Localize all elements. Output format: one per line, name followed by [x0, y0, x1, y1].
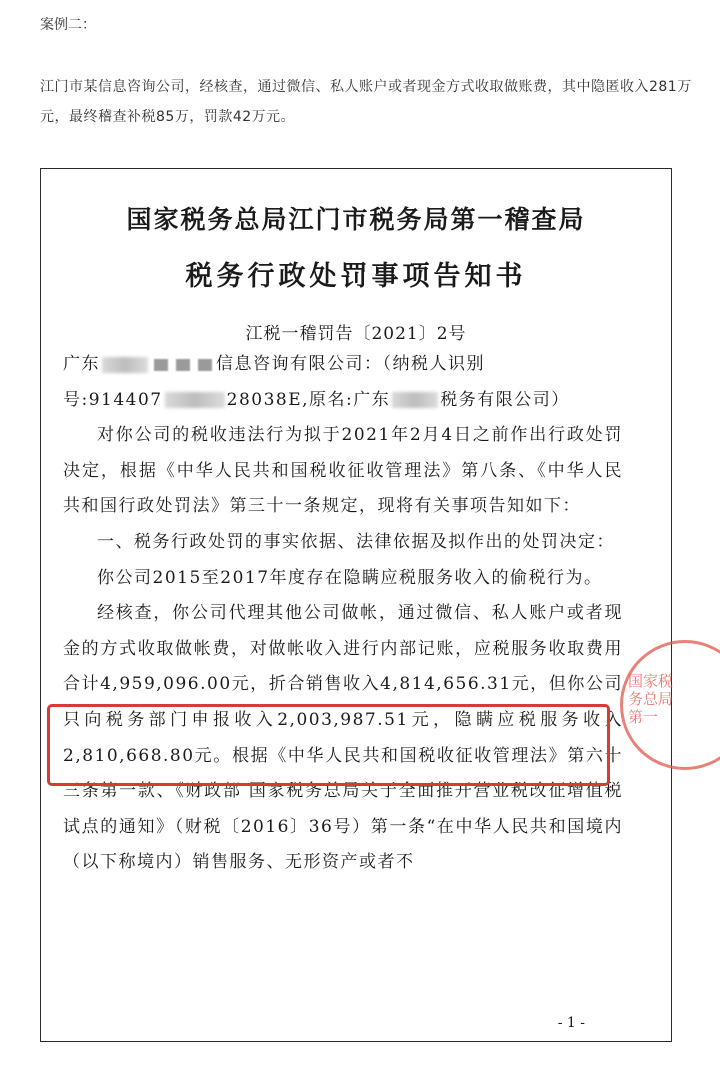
highlight-box	[47, 704, 610, 786]
tax-id-prefix: 号:914407	[63, 389, 163, 410]
addressee-line	[63, 347, 623, 383]
case-title: 案例二：	[40, 17, 96, 33]
redaction	[198, 359, 212, 371]
highlighted-text: 经核查，你公司代理其他公司做帐，通过微信、私人账户或者现金的方式收取做帐费，对做帐收入进行内部记账，应税服务	[63, 603, 623, 659]
document-body	[63, 347, 623, 881]
former-name-suffix: 税务有限公司）	[440, 389, 570, 410]
tax-id-line	[63, 383, 623, 419]
seal-text: 国家税务总局 第一	[628, 672, 674, 726]
redaction	[165, 392, 225, 408]
document-reference: 江税一稽罚告〔2021〕2号	[245, 324, 467, 344]
paragraph-2: 你公司2015至2017年度存在隐瞒应税服务收入的偷税行为。	[97, 567, 603, 588]
issuing-authority: 国家税务总局江门市税务局第一稽查局	[126, 205, 586, 234]
document-title: 税务行政处罚事项告知书	[185, 261, 527, 292]
document-scan	[40, 168, 672, 1042]
page-number: - 1 -	[557, 1015, 585, 1031]
addressee-prefix: 广东	[63, 354, 100, 374]
paragraph-3-rest: 收取费用合计4,959,096.00元，折合销售收入4,814,656.31元，但你公司只向税务部门申报收入2,003,987.51元，隐瞒应税服务收入2,810,668.80元。根据《中华人民共和国税收征收管理法》第六十三条第一款、《财政部 国家税务总局关于全面推开营业税改征增值税试点的通知》（财税〔2016〕36号）第一条“在中华人民共和国境内（以下称境内）销售服务、无形资产或者不	[63, 638, 624, 873]
case-description: 江门市某信息咨询公司，经核查，通过微信、私人账户或者现金方式收取做账费，其中隐匿收入281万元，最终稽查补税85万，罚款42万元。	[40, 79, 692, 125]
redaction	[154, 359, 168, 371]
addressee-suffix: 信息咨询有限公司：（纳税人识别	[216, 354, 485, 374]
section-1-heading: 一、税务行政处罚的事实依据、法律依据及拟作出的处罚决定：	[97, 531, 615, 552]
redaction	[392, 392, 438, 408]
redaction	[176, 359, 190, 371]
official-seal	[612, 620, 720, 790]
paragraph-1: 对你公司的税收违法行为拟于2021年2月4日之前作出行政处罚决定，根据《中华人民共和国税收征收管理法》第八条、《中华人民共和国行政处罚法》第三十一条规定，现将有关事项告知如下：	[63, 425, 623, 517]
redaction	[102, 357, 148, 373]
tax-id-suffix: 28038E,原名:广东	[226, 389, 391, 410]
